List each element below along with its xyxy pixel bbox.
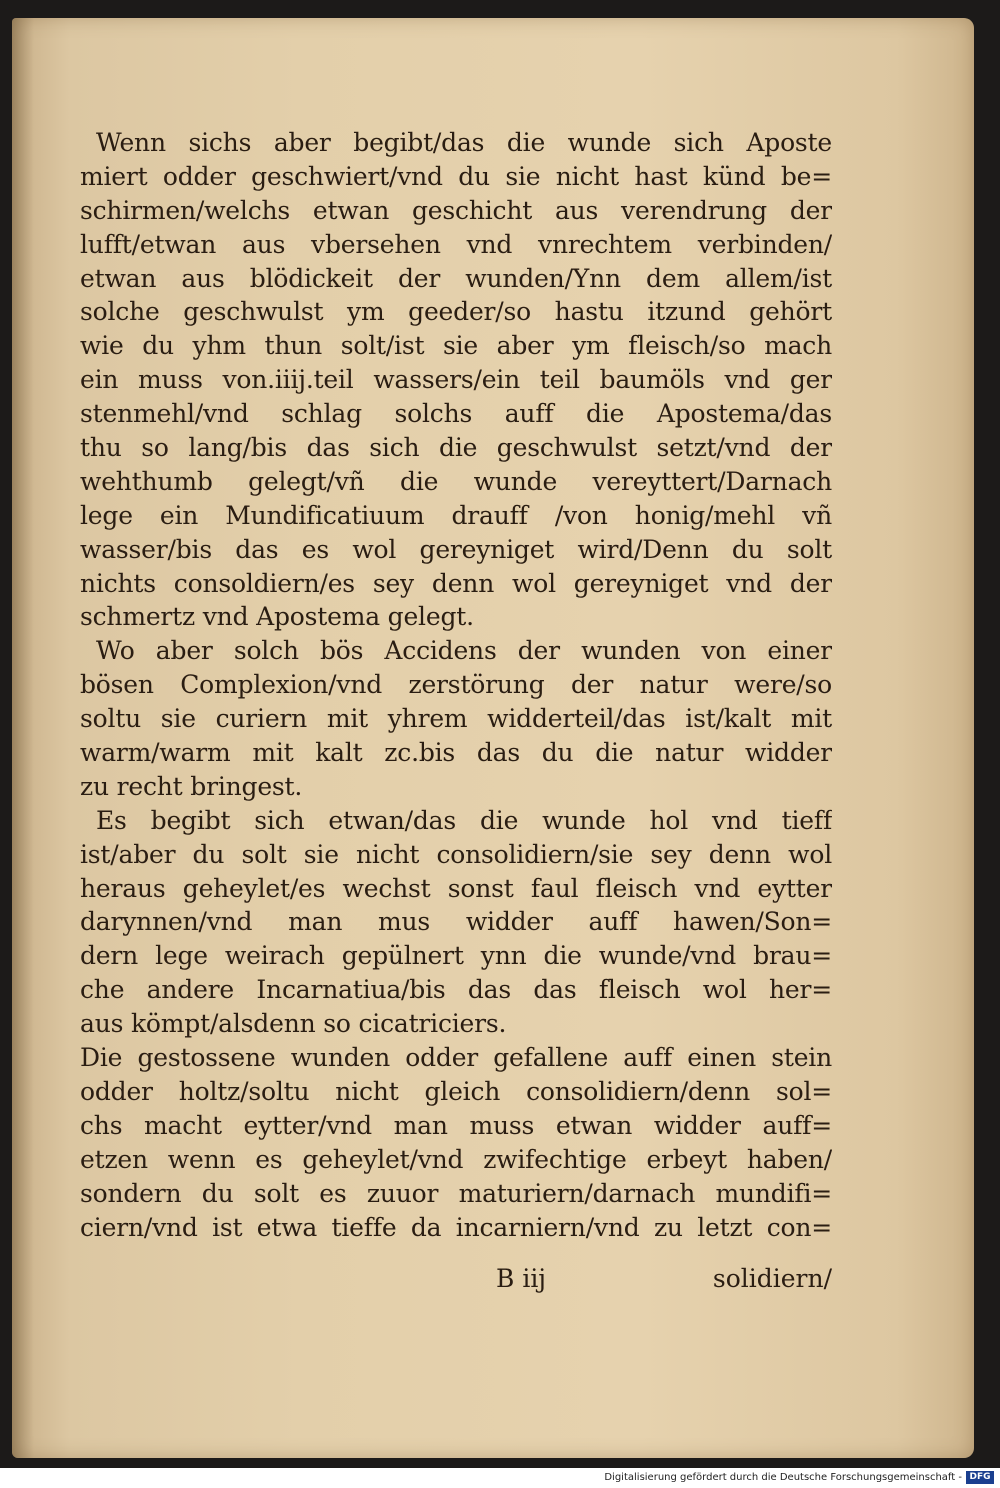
dfg-logo: DFG <box>966 1471 994 1484</box>
text-line: darynnen/vnd man mus widder auff hawen/Son= <box>80 907 832 937</box>
text-line: soltu sie curiern mit yhrem widderteil/das ist/kalt mit <box>80 704 832 734</box>
text-line: ciern/vnd ist etwa tieffe da incarniern/vnd zu letzt con= <box>80 1212 832 1242</box>
text-line: Wo aber solch bös Accidens der wunden von einer <box>96 636 832 666</box>
text-line: sondern du solt es zuuor maturiern/darnach mundifi= <box>80 1178 832 1208</box>
text-line: dern lege weirach gepülnert ynn die wunde/vnd brau= <box>80 941 832 971</box>
text-line: Wenn sichs aber begibt/das die wunde sich Aposte <box>96 128 832 157</box>
text-line: schmertz vnd Apostema gelegt. <box>80 602 474 632</box>
text-line: miert odder geschwiert/vnd du sie nicht hast künd be= <box>80 161 832 191</box>
text-line: etzen wenn es geheylet/vnd zwifechtige erbeyt haben/ <box>80 1144 832 1174</box>
text-line: ein muss von.iiij.teil wassers/ein teil baumöls vnd ger <box>80 365 832 395</box>
funding-credit: Digitalisierung gefördert durch die Deutsche Forschungsgemeinschaft - <box>604 1472 962 1483</box>
text-line: zu recht bringest. <box>80 771 303 801</box>
text-line: lufft/etwan aus vbersehen vnd vnrechtem verbinden/ <box>80 229 832 259</box>
book-page <box>12 18 974 1458</box>
text-line: chs macht eytter/vnd man muss etwan widder auff= <box>80 1110 832 1140</box>
text-line: ist/aber du solt sie nicht consolidiern/sie sey denn wol <box>80 839 832 869</box>
text-line: wie du yhm thun solt/ist sie aber ym fleisch/so mach <box>80 331 832 361</box>
page-text <box>80 126 832 1244</box>
text-line: lege ein Mundificatiuum drauff /von honig/mehl vñ <box>80 500 832 530</box>
text-line: aus kömpt/alsdenn so cicatriciers. <box>80 1009 507 1039</box>
text-line: wehthumb gelegt/vñ die wunde vereyttert/Darnach <box>80 466 832 496</box>
text-line: che andere Incarnatiua/bis das das fleisch wol her= <box>80 975 832 1005</box>
text-line: wasser/bis das es wol gereyniget wird/Denn du solt <box>80 534 832 564</box>
text-line: odder holtz/soltu nicht gleich consolidiern/denn sol= <box>80 1076 832 1106</box>
text-line: heraus geheylet/es wechst sonst faul fleisch vnd eytter <box>80 873 832 903</box>
page-footer <box>80 1264 832 1298</box>
signature-mark: B iij <box>496 1264 547 1293</box>
text-line: bösen Complexion/vnd zerstörung der natur were/so <box>80 670 832 700</box>
text-line: etwan aus blödickeit der wunden/Ynn dem allem/ist <box>80 263 832 293</box>
text-line: stenmehl/vnd schlag solchs auff die Apostema/das <box>80 399 832 429</box>
text-line: schirmen/welchs etwan geschicht aus verendrung der <box>80 195 832 225</box>
text-line: thu so lang/bis das sich die geschwulst setzt/vnd der <box>80 433 832 463</box>
text-line: nichts consoldiern/es sey denn wol gereyniget vnd der <box>80 568 832 598</box>
text-line: Die gestossene wunden odder gefallene auff einen stein <box>80 1043 832 1073</box>
catchword: solidiern/ <box>712 1264 832 1293</box>
credit-bar <box>0 1468 1000 1488</box>
text-line: solche geschwulst ym geeder/so hastu itzund gehört <box>80 297 832 327</box>
text-line: Es begibt sich etwan/das die wunde hol vnd tieff <box>96 805 832 835</box>
text-line: warm/warm mit kalt zc.bis das du die natur widder <box>80 738 832 768</box>
